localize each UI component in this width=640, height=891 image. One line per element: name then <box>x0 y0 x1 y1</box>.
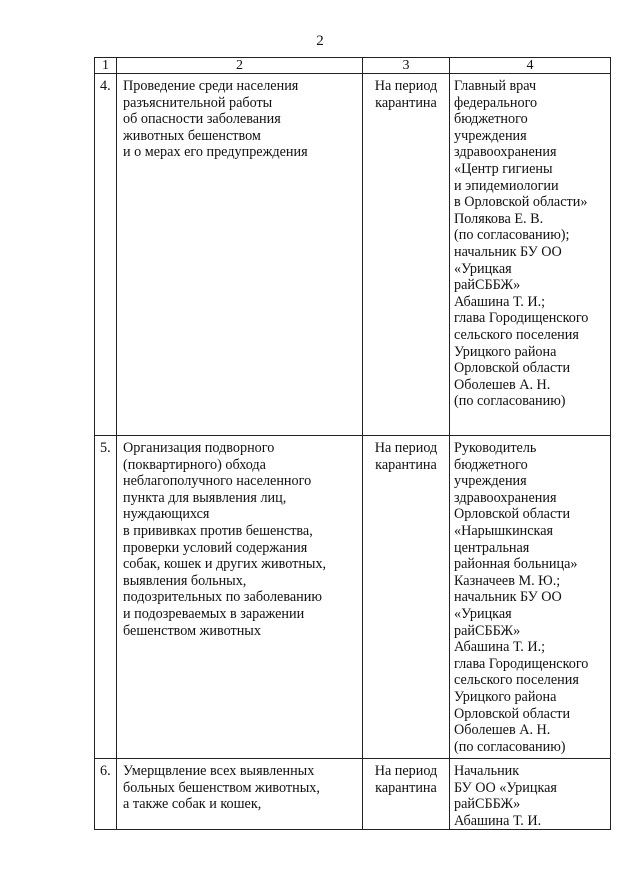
text-line: в прививках против бешенства, <box>123 522 313 539</box>
text-line: начальник БУ ОО <box>454 243 562 260</box>
text-line: Оболешев А. Н. <box>454 722 551 739</box>
text-line: разъяснительной работы <box>123 94 273 111</box>
text-line: «Урицкая <box>454 605 512 622</box>
text-line: начальник БУ ОО <box>454 589 562 606</box>
text-line: райСББЖ» <box>454 277 521 294</box>
text-line: в Орловской области» <box>454 194 588 211</box>
text-line: (по согласованию) <box>454 393 566 410</box>
text-line: бюджетного <box>454 111 528 128</box>
text-line: выявления больных, <box>123 572 247 589</box>
text-line: Оболешев А. Н. <box>454 376 551 393</box>
text-line: Орловской области <box>454 360 571 377</box>
text-line: Проведение среди населения <box>123 78 299 94</box>
text-line: нуждающихся <box>123 506 210 523</box>
row-number: 5. <box>95 436 117 759</box>
text-line: глава Городищенского <box>454 655 589 672</box>
header-cell-4: 4 <box>450 58 611 74</box>
text-line: здравоохранения <box>454 489 557 506</box>
text-line: пункта для выявления лиц, <box>123 489 287 506</box>
task-cell <box>117 74 363 436</box>
text-line: Руководитель <box>454 440 537 456</box>
text-line: учреждения <box>454 127 527 144</box>
text-line: животных бешенством <box>123 127 261 144</box>
text-line: больных бешенством животных, <box>123 779 320 796</box>
text-line: федерального <box>454 94 538 111</box>
text-line: Абашина Т. И.; <box>454 639 546 656</box>
table-row <box>95 436 611 759</box>
text-line: и о мерах его предупреждения <box>123 144 308 161</box>
measures-table <box>94 57 611 830</box>
text-line: карантина <box>375 779 437 796</box>
text-line: учреждения <box>454 473 527 490</box>
text-line: Урицкого района <box>454 688 557 705</box>
text-line: «Нарышкинская <box>454 522 554 539</box>
text-line: (поквартирного) обхода <box>123 456 266 473</box>
text-line: БУ ОО «Урицкая <box>454 779 557 796</box>
responsible-cell <box>450 759 611 830</box>
row-number: 4. <box>95 74 117 436</box>
task-cell <box>117 759 363 830</box>
text-line: Орловской области <box>454 705 571 722</box>
text-line: центральная <box>454 539 530 556</box>
header-cell-1: 1 <box>95 58 117 74</box>
text-line: проверки условий содержания <box>123 539 308 556</box>
text-line: Казначеев М. Ю.; <box>454 572 561 589</box>
text-line: Орловской области <box>454 506 571 523</box>
header-cell-2: 2 <box>117 58 363 74</box>
text-line: райСББЖ» <box>454 796 521 813</box>
text-line: райСББЖ» <box>454 622 521 639</box>
text-line: (по согласованию) <box>454 738 566 755</box>
text-line: а также собак и кошек, <box>123 796 262 813</box>
text-line: «Урицкая <box>454 260 512 277</box>
text-line: и подозреваемых в заражении <box>123 605 305 622</box>
text-line: На период <box>374 78 438 94</box>
task-cell <box>117 436 363 759</box>
text-line: бюджетного <box>454 456 528 473</box>
table-row <box>95 74 611 436</box>
text-line: районная больница» <box>454 556 578 573</box>
text-line: сельского поселения <box>454 326 579 343</box>
period-cell <box>363 759 450 830</box>
text-line: Главный врач <box>454 78 537 94</box>
text-line: (по согласованию); <box>454 227 570 244</box>
page-number: 2 <box>316 33 324 49</box>
responsible-cell <box>450 74 611 436</box>
responsible-cell <box>450 436 611 759</box>
text-line: Урицкого района <box>454 343 557 360</box>
text-line: подозрительных по заболеванию <box>123 589 322 606</box>
row-number: 6. <box>95 759 117 830</box>
text-line: Начальник <box>454 763 520 779</box>
text-line: неблагополучного населенного <box>123 473 312 490</box>
table-header-row <box>95 58 611 74</box>
text-line: Абашина Т. И. <box>454 812 542 829</box>
text-line: глава Городищенского <box>454 310 589 327</box>
period-cell <box>363 436 450 759</box>
text-line: Организация подворного <box>123 440 275 456</box>
header-cell-3: 3 <box>363 58 450 74</box>
text-line: бешенством животных <box>123 622 261 639</box>
text-line: На период <box>374 763 438 779</box>
text-line: Умерщвление всех выявленных <box>123 763 315 779</box>
text-line: карантина <box>375 456 437 473</box>
text-line: и эпидемиологии <box>454 177 559 194</box>
text-line: сельского поселения <box>454 672 579 689</box>
text-line: здравоохранения <box>454 144 557 161</box>
text-line: На период <box>374 440 438 456</box>
period-cell <box>363 74 450 436</box>
text-line: Полякова Е. В. <box>454 210 544 227</box>
text-line: об опасности заболевания <box>123 111 281 128</box>
text-line: собак, кошек и других животных, <box>123 556 327 573</box>
table-row <box>95 759 611 830</box>
text-line: карантина <box>375 94 437 111</box>
text-line: «Центр гигиены <box>454 160 553 177</box>
text-line: Абашина Т. И.; <box>454 293 546 310</box>
